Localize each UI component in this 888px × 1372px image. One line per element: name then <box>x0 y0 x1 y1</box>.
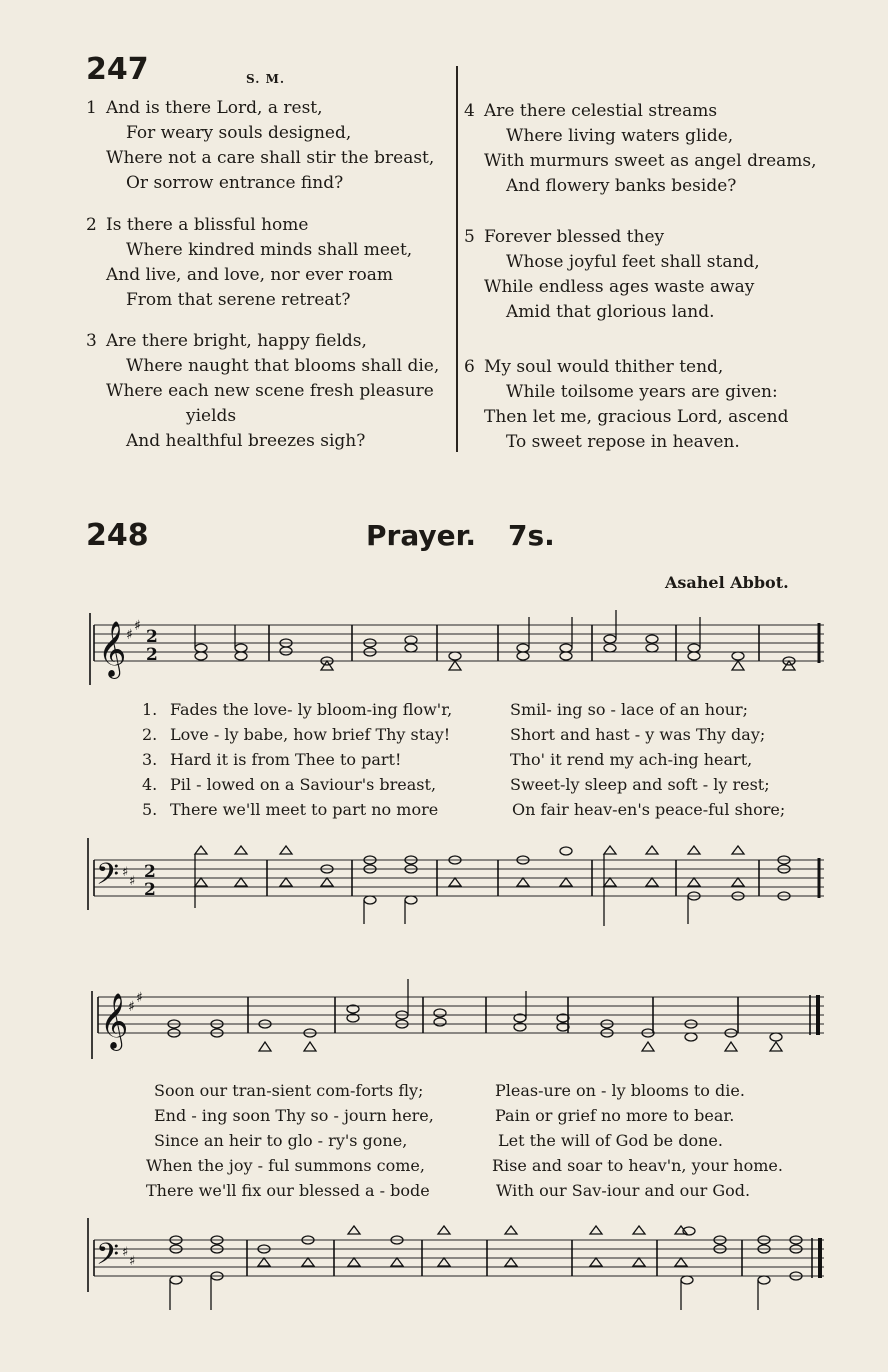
staff-lines <box>94 625 824 661</box>
svg-text:♯: ♯ <box>122 865 129 880</box>
lyric-line-3: Since an heir to glo - ry's gone, Let the will of God be done. <box>154 1131 723 1150</box>
system-1-treble-staff <box>84 605 828 685</box>
svg-text:♯: ♯ <box>122 1245 129 1260</box>
verse-1: 1 And is there Lord, a rest, For weary souls designed, Where not a care shall stir the breast, Or sorrow entrance find? <box>86 98 435 193</box>
time-signature-top: 2 <box>146 627 158 647</box>
system-1-lyrics <box>142 697 832 827</box>
key-signature-sharp: ♯ <box>126 627 133 643</box>
lyric-line-1: Soon our tran-sient com-forts fly; Pleas-ure on - ly blooms to die. <box>154 1081 745 1100</box>
bass-clef-icon: 𝄢 <box>96 858 120 899</box>
verse-2: 2 Is there a blissful home Where kindred minds shall meet, And live, and love, nor ever roam From that serene retreat? <box>86 215 413 310</box>
hymn-248-meter: 7s. <box>508 519 555 552</box>
lyric-line-5: 5. There we'll meet to part no more On fair heav-en's peace-ful shore; <box>142 800 786 819</box>
verse-5: 5 Forever blessed they Whose joyful feet shall stand, While endless ages waste away Amid that glorious land. <box>464 227 760 322</box>
system-1-bass-staff <box>84 838 828 930</box>
verse-6: 6 My soul would thither tend, While toilsome years are given: Then let me, gracious Lord, ascend To sweet repose in heaven. <box>464 357 789 452</box>
lyric-line-2: End - ing soon Thy so - journ here, Pain or grief no more to bear. <box>154 1106 735 1125</box>
treble-clef-icon: 𝄞 <box>100 993 129 1049</box>
svg-text:♯: ♯ <box>129 874 136 889</box>
time-signature-bottom: 2 <box>146 645 158 665</box>
lyric-line-5: There we'll fix our blessed a - bode With our Sav-iour and our God. <box>146 1181 751 1200</box>
treble-clef-icon: 𝄞 <box>98 621 127 677</box>
hymn-247-meter: S. M. <box>246 72 286 86</box>
verse-3: 3 Are there bright, happy fields, Where naught that blooms shall die, Where each new scene fresh pleasure yields And healthful breezes sigh? <box>86 331 440 451</box>
system-2-treble-staff <box>88 975 828 1060</box>
svg-text:2: 2 <box>144 880 156 900</box>
svg-text:♯: ♯ <box>136 990 143 1006</box>
lyric-line-1: 1. Fades the love- ly bloom-ing flow'r, Smil- ing so - lace of an hour; <box>142 700 749 719</box>
hymn-248-title: Prayer. <box>366 519 477 552</box>
lyric-line-4: 4. Pil - lowed on a Saviour's breast, Sweet-ly sleep and soft - ly rest; <box>142 775 770 794</box>
svg-text:♯: ♯ <box>128 999 135 1015</box>
composer: Asahel Abbot. <box>665 573 789 592</box>
column-divider <box>456 66 458 452</box>
lyric-line-2: 2. Love - ly babe, how brief Thy stay! Short and hast - y was Thy day; <box>142 725 766 744</box>
lyric-line-3: 3. Hard it is from Thee to part! Tho' it rend my ach-ing heart, <box>142 750 753 769</box>
key-signature-sharp: ♯ <box>134 618 141 634</box>
hymn-248-number: 248 <box>86 518 149 553</box>
bass-clef-icon: 𝄢 <box>96 1238 120 1279</box>
svg-text:2: 2 <box>144 862 156 882</box>
svg-text:♯: ♯ <box>129 1254 136 1269</box>
hymn-247-number: 247 <box>86 52 149 87</box>
system-2-lyrics <box>146 1078 836 1208</box>
verse-4: 4 Are there celestial streams Where living waters glide, With murmurs sweet as angel dreams, And flowery banks beside? <box>464 101 817 196</box>
lyric-line-4: When the joy - ful summons come, Rise and soar to heav'n, your home. <box>146 1156 783 1175</box>
system-2-bass-staff <box>84 1218 828 1312</box>
